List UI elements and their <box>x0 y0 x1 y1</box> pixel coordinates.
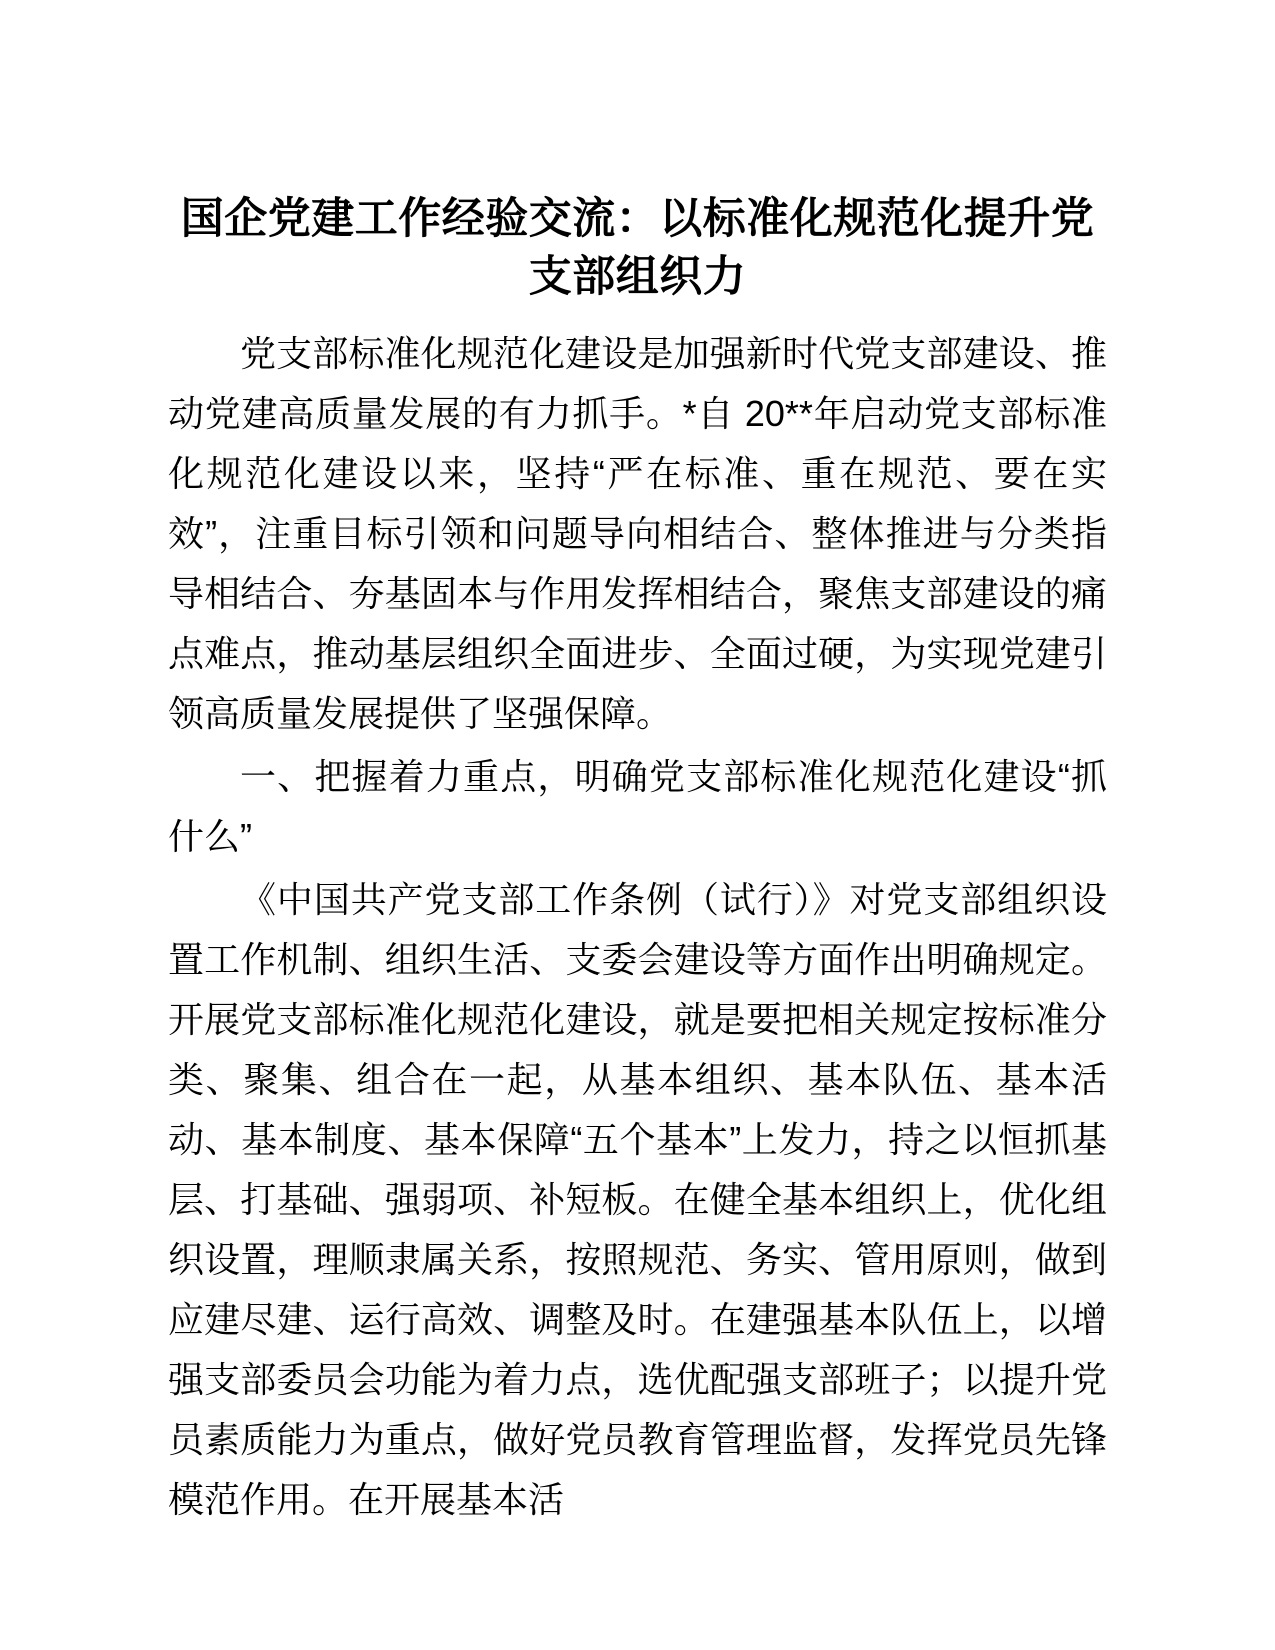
page-title: 国企党建工作经验交流：以标准化规范化提升党支部组织力 <box>180 195 1095 301</box>
section-one-body: 《中国共产党支部工作条例（试行）》对党支部组织设置工作机制、组织生活、支委会建设等方面作出明确规定。开展党支部标准化规范化建设，就是要把相关规定按标准分类、聚集、组合在一起，从基本组织、基本队伍、基本活动、基本制度、基本保障“五个基本”上发力，持之以恒抓基层、打基础、强弱项、补短板。在健全基本组织上，优化组织设置，理顺隶属关系，按照规范、务实、管用原则，做到应建尽建、运行高效、调整及时。在建强基本队伍上，以增强支部委员会功能为着力点，选优配强支部班子；以提升党员素质能力为重点，做好党员教育管理监督，发挥党员先锋模范作用。在开展基本活 <box>168 879 1107 1520</box>
section-heading-one: 一、把握着力重点，明确党支部标准化规范化建设“抓什么” <box>168 756 1107 857</box>
paragraph-intro: 党支部标准化规范化建设是加强新时代党支部建设、推动党建高质量发展的有力抓手。*自 20**年启动党支部标准化规范化建设以来，坚持“严在标准、重在规范、要在实效”，注重目标引领和问题导向相结合、整体推进与分类指导相结合、夯基固本与作用发挥相结合，聚焦支部建设的痛点难点，推动基层组织全面进步、全面过硬，为实现党建引领高质量发展提供了坚强保障。 <box>168 333 1107 734</box>
